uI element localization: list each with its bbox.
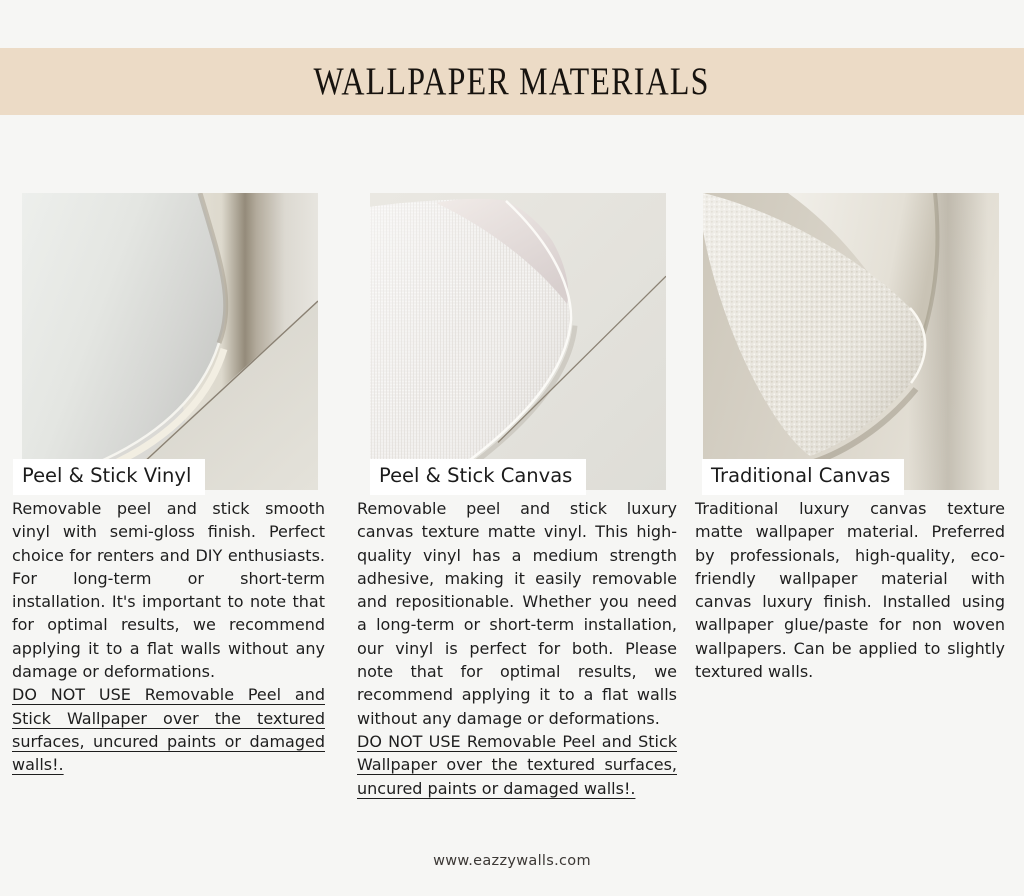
- do-not-use-warning: DO NOT USE Removable Peel and Stick Wallpaper over the textured surfaces, uncured paints or damaged walls!.: [357, 731, 677, 798]
- description-text: Removable peel and stick luxury canvas texture matte vinyl. This high-quality vinyl has a medium strength adhesive, making it easily removable and repositionable. Whether you need a long-term or short-term installation, our vinyl is perfect for both. Please note that for optimal results, we recommend applying it to a flat walls without any damage or deformations.: [357, 499, 677, 728]
- description-text: Removable peel and stick smooth vinyl with semi-gloss finish. Perfect choice for renters and DIY enthusiasts. For long-term or short-term installation. It's important to note that for optimal results, we recommend applying it to a flat walls without any damage or deformations.: [12, 499, 325, 682]
- traditional-canvas-label: Traditional Canvas: [702, 459, 904, 495]
- traditional-canvas-description: [695, 497, 1005, 683]
- smooth-vinyl-curl-illustration: [22, 193, 318, 490]
- peel-stick-vinyl-photo: [22, 193, 318, 490]
- peel-stick-canvas-photo: [370, 193, 666, 490]
- traditional-canvas-photo: [703, 193, 999, 490]
- peel-stick-canvas-description: [357, 497, 677, 800]
- website-url: www.eazzywalls.com: [433, 853, 591, 869]
- description-text: Traditional luxury canvas texture matte wallpaper material. Preferred by professionals, high-quality, eco-friendly wallpaper material with canvas luxury finish. Installed using wallpaper glue/paste for non woven wallpapers. Can be applied to slightly textured walls.: [695, 499, 1005, 682]
- page-title: WALLPAPER MATERIALS: [313, 60, 711, 103]
- do-not-use-warning: DO NOT USE Removable Peel and Stick Wallpaper over the textured surfaces, uncured paints or damaged walls!.: [12, 685, 325, 775]
- traditional-canvas-curl-illustration: [703, 193, 999, 490]
- peel-stick-canvas-label: Peel & Stick Canvas: [370, 459, 586, 495]
- peel-stick-vinyl-figure: [22, 193, 318, 490]
- canvas-vinyl-curl-illustration: [370, 193, 666, 490]
- peel-stick-canvas-figure: [370, 193, 666, 490]
- title-banner: [0, 48, 1024, 115]
- peel-stick-vinyl-description: [12, 497, 325, 777]
- traditional-canvas-figure: [703, 193, 999, 490]
- peel-stick-vinyl-label: Peel & Stick Vinyl: [13, 459, 205, 495]
